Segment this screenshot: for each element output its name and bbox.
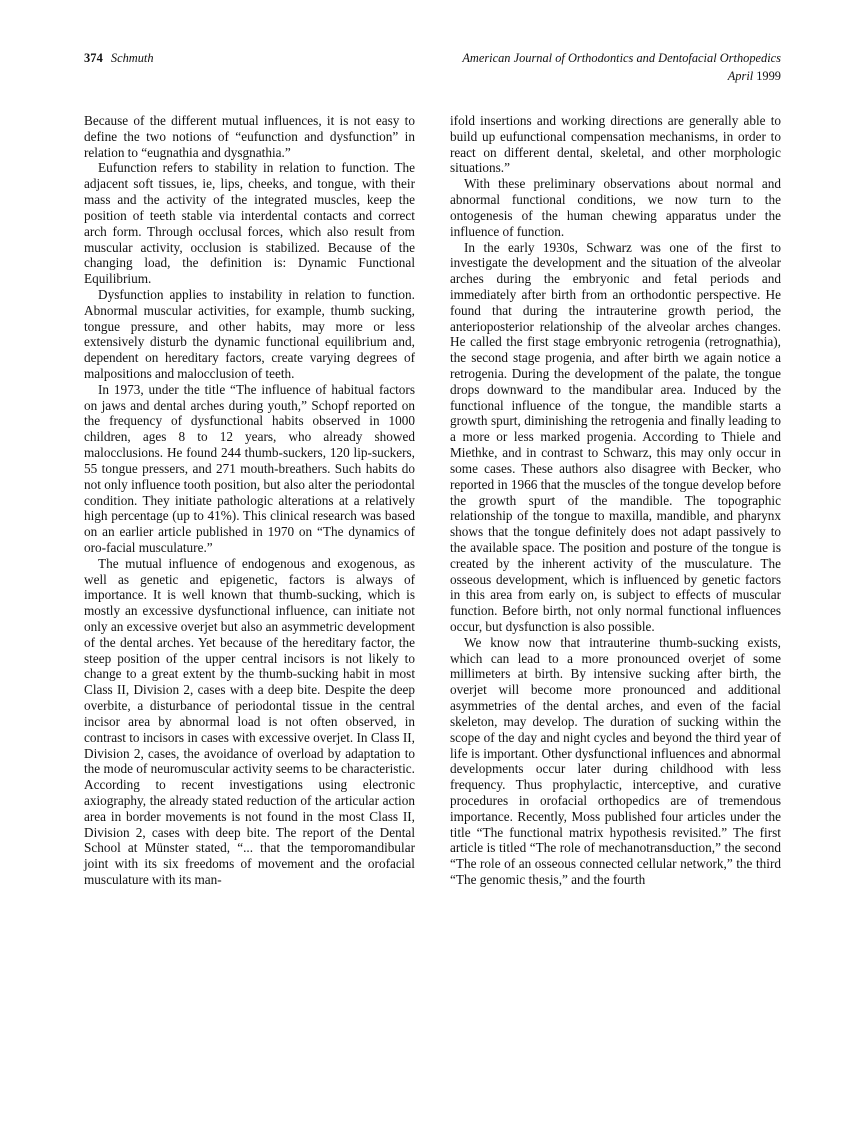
paragraph: Dysfunction applies to instability in relation to function. Abnormal muscular activities, for example, thumb sucking, tongue pressure, and other habits, may more or less extensively disturb the dynamic functional equilibrium and, dependent on hereditary factors, create varying degrees of malpositions and malocclusion of teeth.	[84, 286, 415, 381]
running-head	[84, 50, 781, 96]
page-number: 374	[84, 51, 103, 65]
issue-dateline	[462, 68, 781, 86]
running-head-right	[462, 50, 781, 85]
paragraph: With these preliminary observations about normal and abnormal functional conditions, we now turn to the ontogenesis of the human chewing apparatus under the influence of function.	[450, 176, 781, 239]
running-head-left	[84, 50, 154, 66]
paragraph: Eufunction refers to stability in relation to function. The adjacent soft tissues, ie, lips, cheeks, and tongue, with their mass and the activity of the integrated muscles, keep the position of teeth stable via interdental contacts and correct arch form. Through occlusal forces, which also result from muscular activity, occlusion is stabilized. Because of the changing load, the definition is: Dynamic Functional Equilibrium.	[84, 160, 415, 287]
paragraph: The mutual influence of endogenous and exogenous, as well as genetic and epigenetic, factors is always of importance. It is well known that thumb-sucking, which is mostly an excessive dysfunctional influence, can initiate not only an excessive overjet but also an asymmetric development of the dental arches. Yet because of the hereditary factor, the steep position of the upper central incisors is not likely to change to a great extent by the thumb-sucking habit in most Class II, Division 2, cases with a deep bite. Despite the deep overbite, a disturbance of periodontal tissue in the central incisor area by abnormal load is not often observed, in contrast to incisors in cases with excessive overjet. In Class II, Division 2, cases, the avoidance of overload by adaptation to the mode of neuromuscular activity seems to be characteristic. According to recent investigations using electronic axiography, the already stated reduction of the articular action area in border movements is not found in the most Class II, Division 2, cases with deep bite. The report of the Dental School at Münster stated, “... that the temporomandibular joint with its six freedoms of movement and the orofacial musculature with its man-	[84, 555, 415, 887]
journal-title: American Journal of Orthodontics and Dentofacial Orthopedics	[462, 51, 781, 65]
paragraph: ifold insertions and working directions are generally able to build up eufunctional compensation mechanisms, in order to react on different dental, skeletal, and other morphologic situations.”	[450, 113, 781, 176]
issue-year: 1999	[756, 68, 781, 83]
paragraph: In the early 1930s, Schwarz was one of the first to investigate the development and the situation of the alveolar arches during the embryonic and fetal periods and immediately after birth from an orthodontic perspective. He found that during the intrauterine growth period, the anterioposterior relationship of the alveolar arches changes. He called the first stage embryonic retrogenia (retrognathia), the second stage progenia, and after birth we again notice a retrogenia. During the development of the palate, the tongue drops downward to the mandibular area. Induced by the functional influence of the tongue, the mandible starts a growth spurt, diminishing the retrogenia and finally leading to a more or less marked progenia. According to Thiele and Miethke, and in contrast to Schwarz, this may only occur in some cases. These authors also disagree with Becker, who reported in 1966 that the muscles of the tongue develop before the growth spurt of the mandible. The topographic relationship of the tongue to maxilla, mandible, and pharynx shows that the tongue definitely does not adapt passively to the available space. The position and posture of the tongue is created by the inherent activity of the musculature. The osseous development, which is influenced by genetic factors in this area from early on, is subject to effects of muscular function. Before birth, not only normal functional influences occur, but dysfunction is also possible.	[450, 239, 781, 634]
body-columns	[84, 113, 781, 1028]
column-left	[84, 113, 415, 1028]
paragraph: Because of the different mutual influences, it is not easy to define the two notions of “eufunction and dysfunction” in relation to “eugnathia and dysgnathia.”	[84, 113, 415, 160]
paragraph: In 1973, under the title “The influence of habitual factors on jaws and dental arches during youth,” Schopf reported on the frequency of dysfunctional habits observed in 1000 children, ages 8 to 12 years, who already showed malocclusions. He found 244 thumb-suckers, 120 lip-suckers, 55 tongue pressers, and 271 mouth-breathers. Such habits do not only influence tooth position, but also alter the periodontal condition. They initiate pathologic alterations at a relatively high percentage (up to 41%). This clinical research was based on an earlier article published in 1970 on “The dynamics of oro-facial musculature.”	[84, 381, 415, 555]
paragraph: We know now that intrauterine thumb-sucking exists, which can lead to a more pronounced overjet of some millimeters at birth. By intensive sucking after birth, the overjet will become more pronounced and additional asymmetries of the dental arches, and even of the facial skeleton, may develop. The duration of sucking within the scope of the day and night cycles and beyond the third year of life is important. Other dysfunctional influences and abnormal developments occur later during childhood with less frequency. Thus prophylactic, interceptive, and curative procedures in orofacial orthopedics are of tremendous importance. Recently, Moss published four articles under the title “The functional matrix hypothesis revisited.” The first article is titled “The role of mechanotransduction,” the second “The role of an osseous connected cellular network,” the third “The genomic thesis,” and the fourth	[450, 634, 781, 887]
running-head-author: Schmuth	[110, 51, 154, 65]
issue-month: April	[727, 68, 754, 83]
column-right	[450, 113, 781, 1028]
